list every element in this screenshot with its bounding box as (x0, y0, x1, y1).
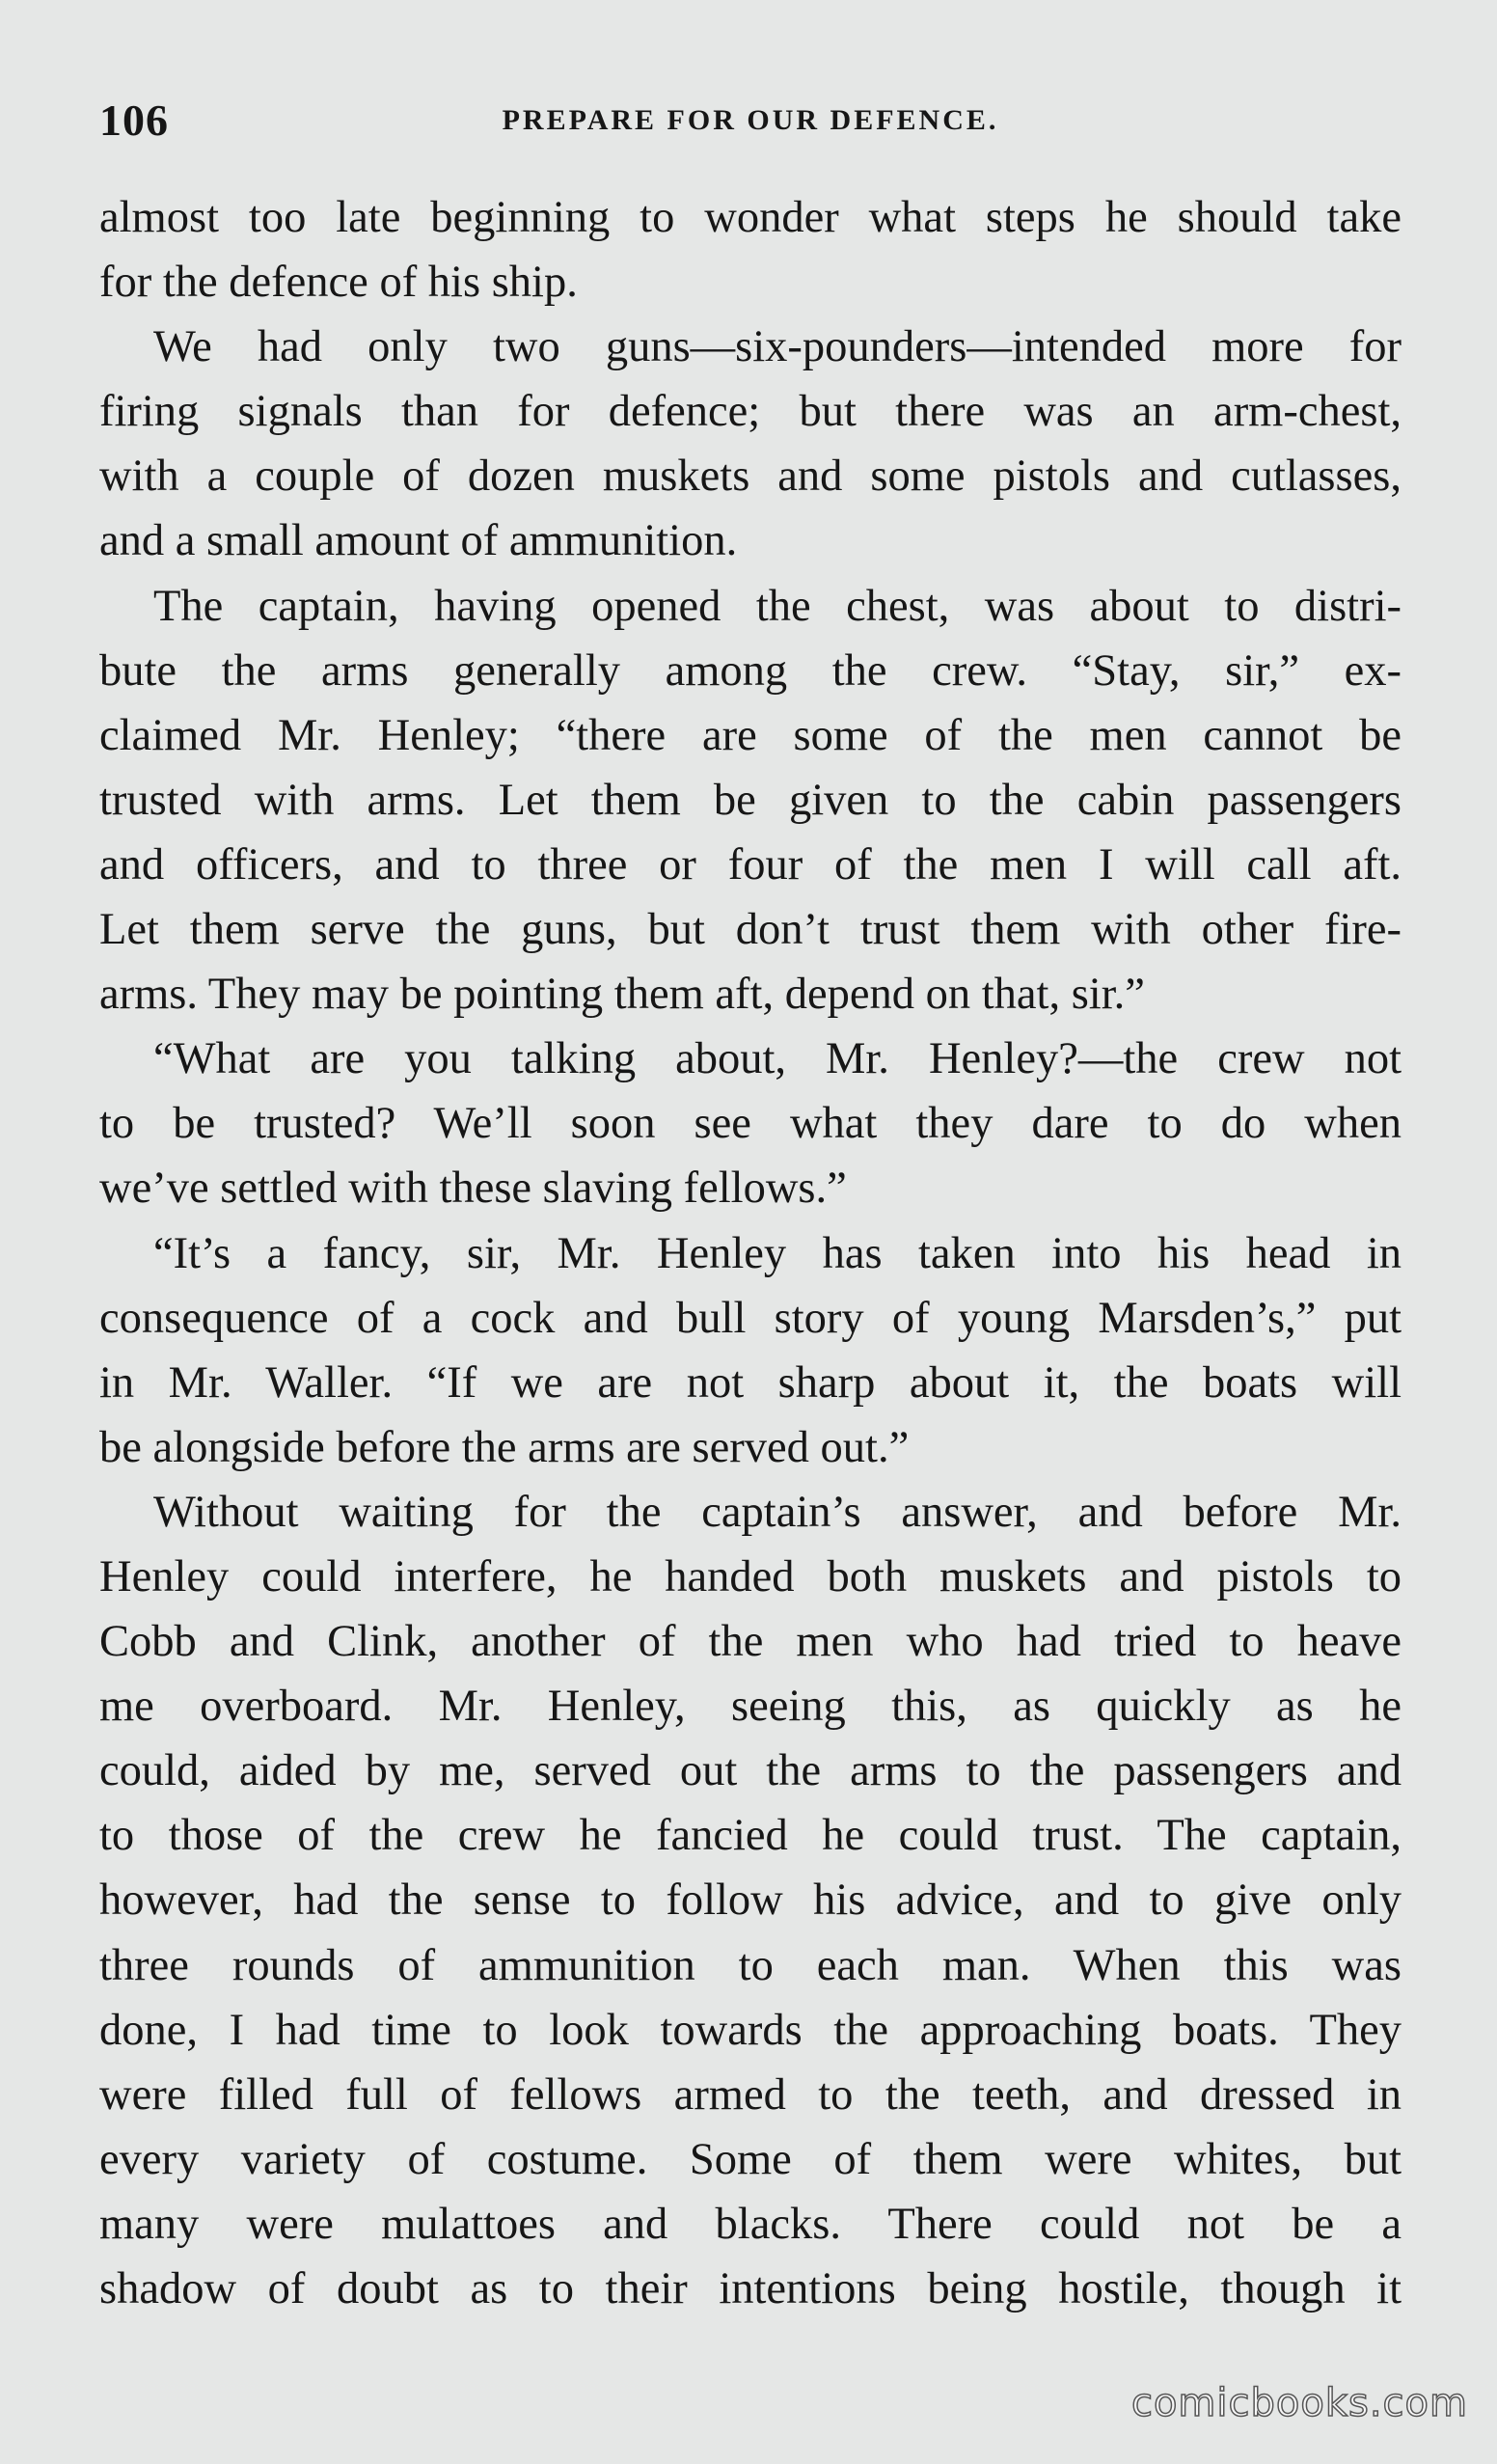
text-line: however, had the sense to follow his advice, and to give only (99, 1875, 1402, 1926)
text-line: with a couple of dozen muskets and some pistols and cutlasses, (99, 452, 1402, 502)
text-line: bute the arms generally among the crew. “Stay, sir,” ex- (99, 645, 1402, 696)
text-line: done, I had time to look towards the approaching boats. They (99, 2005, 1402, 2055)
text-line: claimed Mr. Henley; “there are some of the men cannot be (99, 710, 1402, 760)
running-head: PREPARE FOR OUR DEFENCE. (502, 104, 999, 136)
text-line: firing signals than for defence; but there was an arm-chest, (99, 387, 1402, 437)
page-number: 106 (99, 96, 169, 145)
text-line: for the defence of his ship. (99, 258, 578, 308)
page-header (99, 92, 1402, 150)
text-line: “It’s a fancy, sir, Mr. Henley has taken into his head in (153, 1228, 1402, 1278)
text-line: to be trusted? We’ll soon see what they dare to do when (99, 1099, 1402, 1149)
text-line: Let them serve the guns, but don’t trust them with other fire- (99, 905, 1402, 955)
text-line: almost too late beginning to wonder what steps he should take (99, 193, 1402, 242)
text-line: three rounds of ammunition to each man. When this was (99, 1940, 1402, 1990)
text-line: trusted with arms. Let them be given to the cabin passengers (99, 775, 1402, 825)
site-watermark: comicbooks.com (1130, 2381, 1468, 2425)
text-line: “What are you talking about, Mr. Henley?—the crew not (153, 1034, 1402, 1084)
text-line: and a small amount of ammunition. (99, 516, 738, 566)
text-line: The captain, having opened the chest, was about to distri- (153, 581, 1402, 631)
text-line: to those of the crew he fancied he could trust. The captain, (99, 1811, 1402, 1861)
text-line: Henley could interfere, he handed both muskets and pistols to (99, 1551, 1402, 1602)
text-line: many were mulattoes and blacks. There could not be a (99, 2199, 1402, 2249)
body-text (99, 185, 1402, 2321)
text-line: consequence of a cock and bull story of young Marsden’s,” put (99, 1293, 1402, 1343)
text-line: every variety of costume. Some of them were whites, but (99, 2134, 1402, 2184)
text-line: arms. They may be pointing them aft, depend on that, sir.” (99, 970, 1145, 1020)
text-line: me overboard. Mr. Henley, seeing this, as quickly as he (99, 1682, 1402, 1732)
text-line: We had only two guns—six-pounders—intended more for (153, 322, 1402, 372)
text-line: could, aided by me, served out the arms to the passengers and (99, 1746, 1402, 1796)
text-line: Without waiting for the captain’s answer, and before Mr. (153, 1487, 1402, 1537)
text-line: Cobb and Clink, another of the men who had tried to heave (99, 1617, 1402, 1667)
text-line: were filled full of fellows armed to the teeth, and dressed in (99, 2069, 1402, 2120)
text-line: shadow of doubt as to their intentions being hostile, though it (99, 2264, 1402, 2313)
text-line: and officers, and to three or four of the men I will call aft. (99, 839, 1402, 890)
text-line: we’ve settled with these slaving fellows.” (99, 1164, 847, 1214)
text-line: in Mr. Waller. “If we are not sharp about it, the boats will (99, 1357, 1402, 1408)
text-line: be alongside before the arms are served out.” (99, 1422, 910, 1472)
